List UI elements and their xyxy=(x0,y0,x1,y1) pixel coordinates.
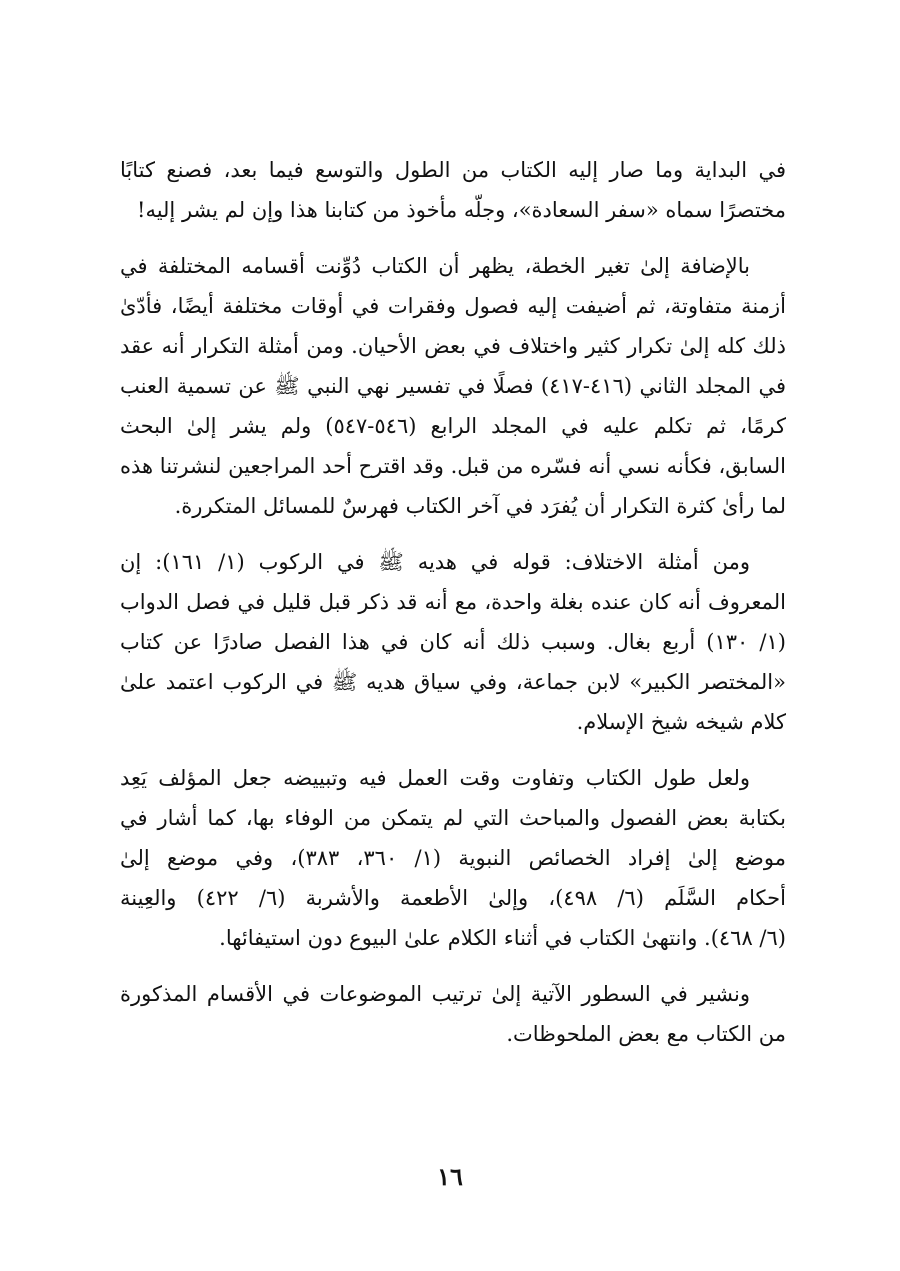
text-line: ونشير في السطور الآتية إلىٰ ترتيب الموضوعات في الأقسام المذكورة xyxy=(120,982,750,1006)
text-line: (٦/ ٤٦٨). وانتهىٰ الكتاب في أثناء الكلام علىٰ البيوع دون استيفائها. xyxy=(219,926,786,950)
text-line: «المختصر الكبير» لابن جماعة، وفي سياق هديه ﷺ في الركوب اعتمد علىٰ xyxy=(120,670,786,694)
text-line: بكتابة بعض الفصول والمباحث التي لم يتمكن من الوفاء بها، كما أشار في xyxy=(120,806,786,830)
paragraph xyxy=(120,150,786,230)
text-line: كرمًا، ثم تكلم عليه في المجلد الرابع (٥٤٦-٥٤٧) ولم يشر إلىٰ البحث xyxy=(120,414,786,438)
text-line: (١/ ١٣٠) أربع بغال. وسبب ذلك أنه كان في هذا الفصل صادرًا عن كتاب xyxy=(120,630,786,654)
paragraph xyxy=(120,542,786,742)
text-line: بالإضافة إلىٰ تغير الخطة، يظهر أن الكتاب دُوِّنت أقسامه المختلفة في xyxy=(120,254,750,278)
text-line: مختصرًا سماه «سفر السعادة»، وجلّه مأخوذ من كتابنا هذا وإن لم يشر إليه! xyxy=(137,198,786,222)
text-line: السابق، فكأنه نسي أنه فسّره من قبل. وقد اقترح أحد المراجعين لنشرتنا هذه xyxy=(120,454,786,478)
page-number: ١٦ xyxy=(437,1162,463,1191)
text-line: لما رأىٰ كثرة التكرار أن يُفرَد في آخر الكتاب فهرسٌ للمسائل المتكررة. xyxy=(174,494,786,518)
text-line: ولعل طول الكتاب وتفاوت وقت العمل فيه وتبييضه جعل المؤلف يَعِد xyxy=(120,766,750,790)
text-line: المعروف أنه كان عنده بغلة واحدة، مع أنه قد ذكر قبل قليل في فصل الدواب xyxy=(120,590,786,614)
document-page xyxy=(120,150,786,1070)
text-line: موضع إلىٰ إفراد الخصائص النبوية (١/ ٣٦٠، ٣٨٣)، وفي موضع إلىٰ xyxy=(120,846,786,870)
paragraph xyxy=(120,758,786,958)
text-line: كلام شيخه شيخ الإسلام. xyxy=(576,710,786,734)
text-line: من الكتاب مع بعض الملحوظات. xyxy=(506,1022,786,1046)
text-line: في المجلد الثاني (٤١٦-٤١٧) فصلًا في تفسير نهي النبي ﷺ عن تسمية العنب xyxy=(120,374,786,398)
paragraph xyxy=(120,246,786,526)
text-line: في البداية وما صار إليه الكتاب من الطول والتوسع فيما بعد، فصنع كتابًا xyxy=(120,158,786,182)
text-line: أزمنة متفاوتة، ثم أضيفت إليه فصول وفقرات في أوقات مختلفة أيضًا، فأدّىٰ xyxy=(120,294,786,318)
text-line: أحكام السَّلَم (٦/ ٤٩٨)، وإلىٰ الأطعمة والأشربة (٦/ ٤٢٢) والعِينة xyxy=(120,886,786,910)
text-line: ذلك كله إلىٰ تكرار كثير واختلاف في بعض الأحيان. ومن أمثلة التكرار أنه عقد xyxy=(120,334,786,358)
text-line: ومن أمثلة الاختلاف: قوله في هديه ﷺ في الركوب (١/ ١٦١): إن xyxy=(120,550,750,574)
paragraph xyxy=(120,974,786,1054)
